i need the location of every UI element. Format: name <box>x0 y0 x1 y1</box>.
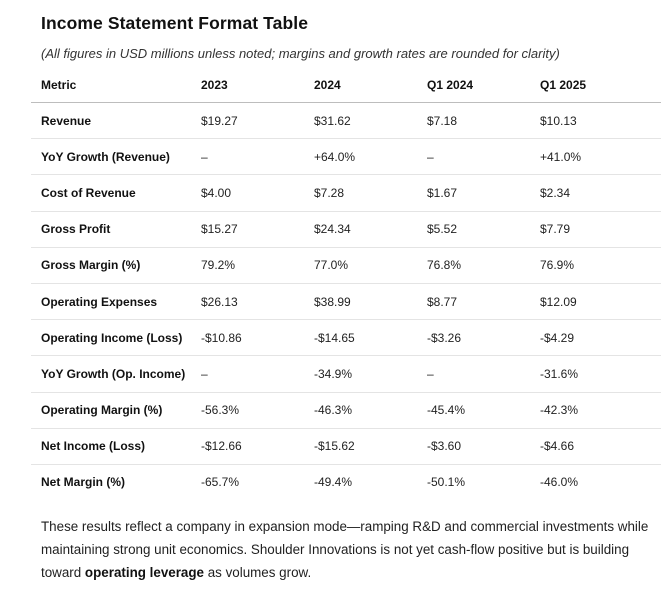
cell-2024: $38.99 <box>304 283 417 319</box>
row-label: Net Income (Loss) <box>31 428 191 464</box>
row-label: Net Margin (%) <box>41 475 125 490</box>
header-2024: 2024 <box>304 67 417 103</box>
row-label: Operating Income (Loss) <box>31 320 191 356</box>
document-subtitle: (All figures in USD millions unless noted; margins and growth rates are rounded for clarity) <box>41 46 560 61</box>
row-label: Operating Expenses <box>31 283 191 319</box>
summary-paragraph <box>41 515 666 584</box>
cell-q1-2024: – <box>417 356 530 392</box>
cell-q1-2024: $1.67 <box>417 175 530 211</box>
header-q1-2025: Q1 2025 <box>530 67 661 103</box>
row-label: Revenue <box>31 103 191 139</box>
cell-2023: -$12.66 <box>191 428 304 464</box>
cell-2024: -$15.62 <box>304 428 417 464</box>
cell-q1-2025: $12.09 <box>530 283 661 319</box>
table-row <box>31 356 661 392</box>
cell-2024: +64.0% <box>304 139 417 175</box>
cell-2024: $7.28 <box>304 175 417 211</box>
cell-2024: -34.9% <box>304 356 417 392</box>
table-row <box>31 211 661 247</box>
cell-q1-2024: -45.4% <box>417 392 530 428</box>
income-statement-table <box>31 67 661 500</box>
cell-q1-2025: 76.9% <box>530 247 661 283</box>
row-label: Cost of Revenue <box>31 175 191 211</box>
row-label: YoY Growth (Revenue) <box>31 139 191 175</box>
header-metric: Metric <box>31 67 191 103</box>
table-header-row <box>31 67 661 103</box>
table-row <box>31 283 661 319</box>
cell-q1-2024: -50.1% <box>427 475 466 490</box>
cell-q1-2024: 76.8% <box>417 247 530 283</box>
summary-text-start: These results reflect a company in expansion mode—ramping R&D and commercial investments while maintaining strong unit economics. Shoulder Innovations is not yet cash-flow positive but is building toward <box>41 519 649 580</box>
cell-q1-2024: $5.52 <box>417 211 530 247</box>
cell-2023: $15.27 <box>191 211 304 247</box>
cell-q1-2025: -42.3% <box>530 392 661 428</box>
cell-2023: -65.7% <box>201 475 240 490</box>
cell-2024: -46.3% <box>304 392 417 428</box>
header-2023: 2023 <box>191 67 304 103</box>
cell-q1-2025: -$4.66 <box>530 428 661 464</box>
cell-q1-2024: -$3.60 <box>417 428 530 464</box>
cell-q1-2025: $2.34 <box>530 175 661 211</box>
cell-2024: 77.0% <box>304 247 417 283</box>
table-row <box>31 320 661 356</box>
cell-2023: 79.2% <box>191 247 304 283</box>
cell-2024: -$14.65 <box>304 320 417 356</box>
cell-q1-2025: $7.79 <box>530 211 661 247</box>
cell-2023: $19.27 <box>191 103 304 139</box>
row-label: Gross Profit <box>31 211 191 247</box>
cell-q1-2025: $10.13 <box>530 103 661 139</box>
table-row <box>31 428 661 464</box>
cell-2023: – <box>191 139 304 175</box>
cell-q1-2025: -31.6% <box>530 356 661 392</box>
cell-q1-2025: -46.0% <box>540 475 579 490</box>
table-row <box>31 247 661 283</box>
cell-q1-2024: -$3.26 <box>417 320 530 356</box>
row-label: Gross Margin (%) <box>31 247 191 283</box>
table-row <box>31 103 661 139</box>
cell-q1-2025: +41.0% <box>530 139 661 175</box>
row-label: Operating Margin (%) <box>31 392 191 428</box>
cell-q1-2024: $7.18 <box>417 103 530 139</box>
cell-2023: – <box>191 356 304 392</box>
cell-2023: $4.00 <box>191 175 304 211</box>
summary-text-end: as volumes grow. <box>204 565 312 580</box>
cell-q1-2024: – <box>417 139 530 175</box>
cell-q1-2024: $8.77 <box>417 283 530 319</box>
summary-emphasis: operating leverage <box>84 565 204 580</box>
table-row <box>31 464 661 500</box>
cell-2023: -$10.86 <box>191 320 304 356</box>
cell-2024: $31.62 <box>304 103 417 139</box>
cell-2024: $24.34 <box>304 211 417 247</box>
table-row <box>31 139 661 175</box>
document-title: Income Statement Format Table <box>41 13 309 33</box>
table-row <box>31 392 661 428</box>
cell-2023: $26.13 <box>191 283 304 319</box>
header-q1-2024: Q1 2024 <box>417 67 530 103</box>
cell-2023: -56.3% <box>191 392 304 428</box>
table-row <box>31 175 661 211</box>
row-label: YoY Growth (Op. Income) <box>31 356 191 392</box>
cell-q1-2025: -$4.29 <box>530 320 661 356</box>
cell-2024: -49.4% <box>314 475 353 490</box>
